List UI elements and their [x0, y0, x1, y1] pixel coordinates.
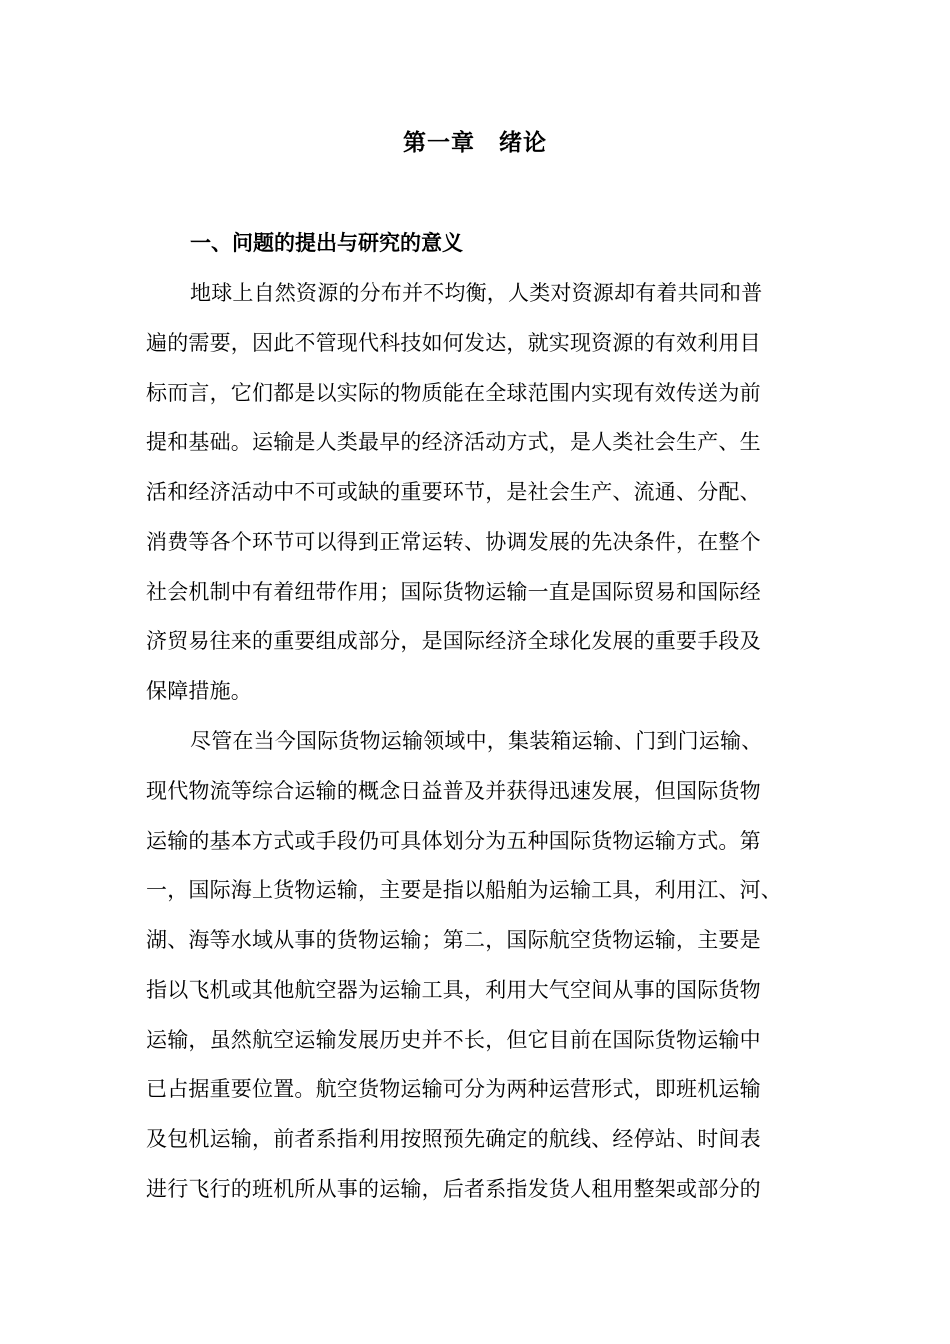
paragraph-line: 及包机运输，前者系指利用按照预先确定的航线、经停站、时间表: [146, 1127, 761, 1151]
paragraph-line: 遍的需要，因此不管现代科技如何发达，就实现资源的有效利用目: [146, 331, 761, 355]
paragraph-line: 现代物流等综合运输的概念日益普及并获得迅速发展，但国际货物: [146, 779, 761, 803]
paragraph-line: 标而言，它们都是以实际的物质能在全球范围内实现有效传送为前: [146, 381, 761, 405]
paragraph-line: 济贸易往来的重要组成部分，是国际经济全球化发展的重要手段及: [146, 629, 761, 653]
chapter-title: 第一章 绪论: [403, 129, 547, 156]
paragraph-line: 尽管在当今国际货物运输领域中，集装箱运输、门到门运输、: [190, 729, 763, 753]
paragraph-line: 运输的基本方式或手段仍可具体划分为五种国际货物运输方式。第: [146, 829, 761, 853]
paragraph-line: 一，国际海上货物运输，主要是指以船舶为运输工具，利用江、河、: [146, 878, 782, 902]
paragraph-line: 提和基础。运输是人类最早的经济活动方式，是人类社会生产、生: [146, 430, 761, 454]
paragraph-line: 湖、海等水域从事的货物运输；第二，国际航空货物运输，主要是: [146, 928, 761, 952]
paragraph-line: 活和经济活动中不可或缺的重要环节，是社会生产、流通、分配、: [146, 480, 761, 504]
paragraph-line: 进行飞行的班机所从事的运输，后者系指发货人租用整架或部分的: [146, 1177, 761, 1201]
paragraph-line: 地球上自然资源的分布并不均衡，人类对资源却有着共同和普: [190, 281, 763, 305]
paragraph-line: 社会机制中有着纽带作用；国际货物运输一直是国际贸易和国际经: [146, 580, 761, 604]
paragraph-line: 消费等各个环节可以得到正常运转、协调发展的先决条件，在整个: [146, 530, 761, 554]
paragraph-line: 已占据重要位置。航空货物运输可分为两种运营形式，即班机运输: [146, 1077, 761, 1101]
paragraph-line: 运输，虽然航空运输发展历史并不长，但它目前在国际货物运输中: [146, 1028, 761, 1052]
paragraph-line: 保障措施。: [146, 679, 252, 703]
section-heading: 一、问题的提出与研究的意义: [190, 230, 463, 255]
paragraph-line: 指以飞机或其他航空器为运输工具，利用大气空间从事的国际货物: [146, 978, 761, 1002]
